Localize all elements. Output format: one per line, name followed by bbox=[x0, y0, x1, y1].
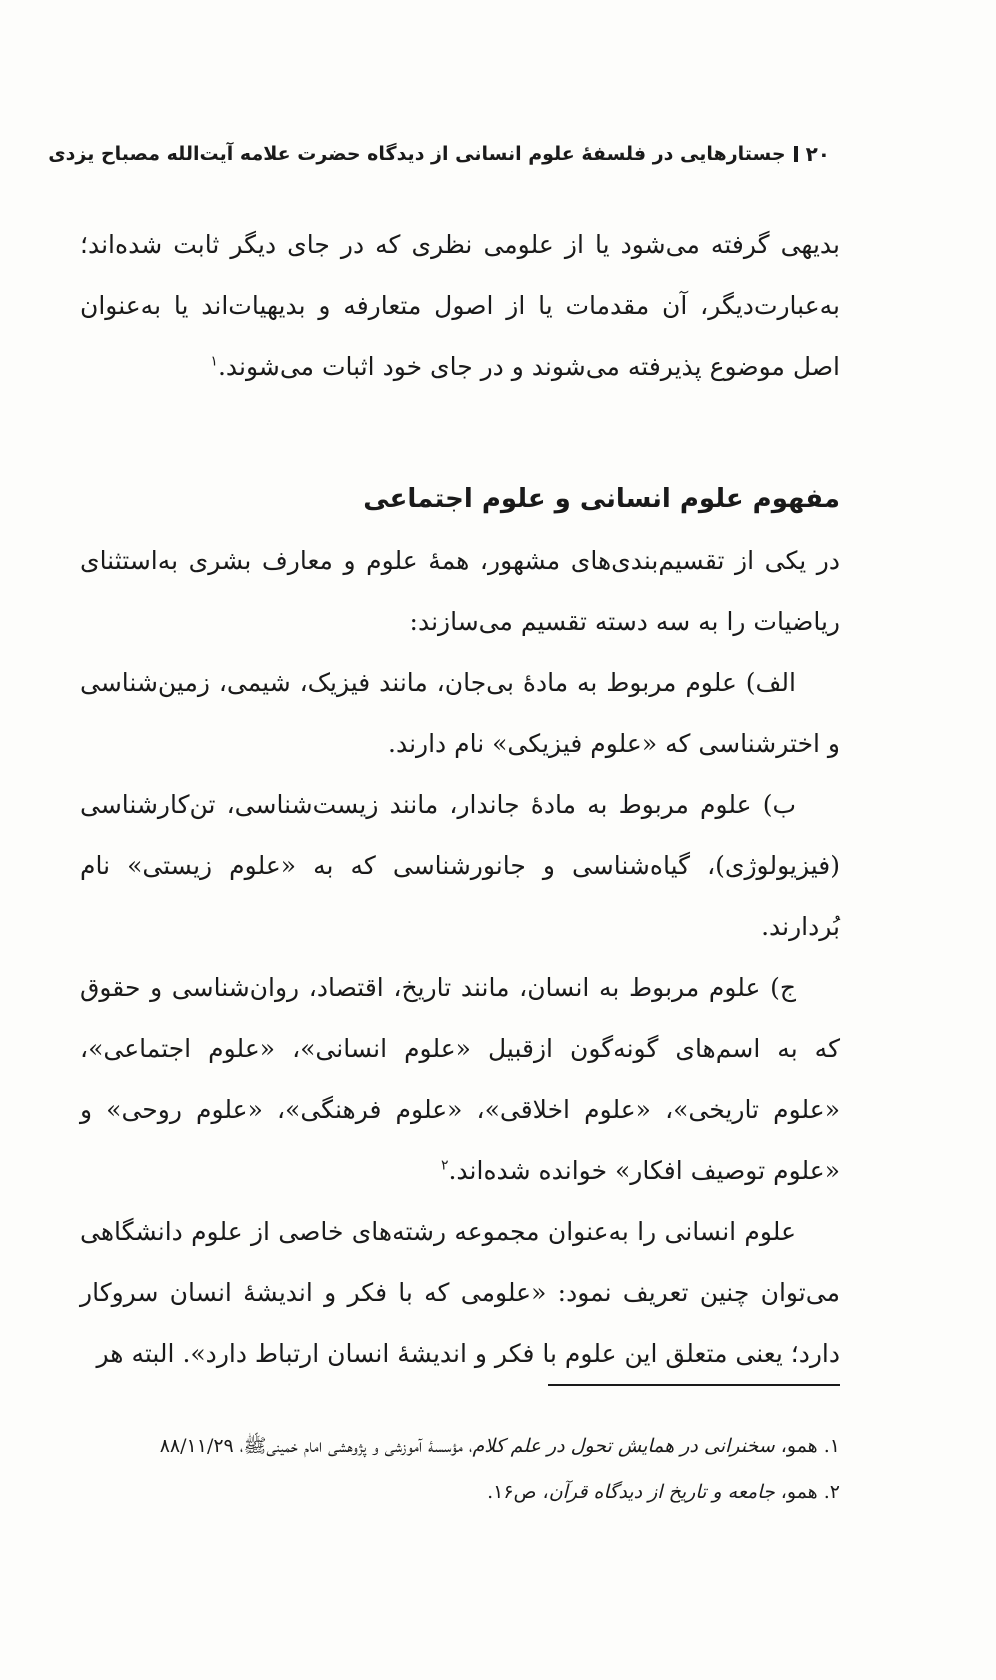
paragraph-be: ب) علوم مربوط به مادهٔ جاندار، مانند زیست‌شناسی، تن‌کارشناسی (فیزیولوژی)، گیاه‌شناسی و جانورشناسی که به «علوم زیستی» نام بُردارند. bbox=[80, 790, 840, 941]
footnote-1-title: سخنرانی در همایش تحول در علم کلام bbox=[472, 1435, 775, 1457]
footnote-2-title: جامعه و تاریخ از دیدگاه قرآن bbox=[548, 1481, 775, 1503]
footnote-separator bbox=[548, 1384, 840, 1386]
running-header bbox=[48, 142, 830, 166]
footnote-ref-1: ۱ bbox=[210, 353, 218, 370]
paragraph-jim-text: ج) علوم مربوط به انسان، مانند تاریخ، اقتصاد، روان‌شناسی و حقوق که به اسم‌های گونه‌گون ازقبیل «علوم انسانی»، «علوم اجتماعی»، «علوم تاریخی»، «علوم اخلاقی»، «علوم فرهنگی»، «علوم روحی» و «علوم توصیف افکار» خوانده شده‌اند. bbox=[80, 973, 840, 1185]
intro-paragraph bbox=[80, 214, 840, 397]
section-heading: مفهوم علوم انسانی و علوم اجتماعی bbox=[363, 484, 840, 514]
paragraph-jim bbox=[80, 957, 840, 1201]
intro-text: بدیهی گرفته می‌شود یا از علومی نظری که در جای دیگر ثابت شده‌اند؛ به‌عبارت‌دیگر، آن مقدمات یا از اصول متعارفه و بدیهیات‌اند یا به‌عنوان اصل موضوع پذیرفته می‌شوند و در جای خود اثبات می‌شوند. bbox=[80, 230, 840, 381]
section-body bbox=[80, 530, 840, 1384]
footnote-2: ۲. همو، جامعه و تاریخ از دیدگاه قرآن، ص۱۶. bbox=[487, 1481, 840, 1503]
page-number: ۲۰ bbox=[805, 142, 830, 166]
paragraph-definition: علوم انسانی را به‌عنوان مجموعه رشته‌های خاصی از علوم دانشگاهی می‌توان چنین تعریف نمود: «علومی که با فکر و اندیشهٔ انسان سروکار دارد؛ یعنی متعلق این علوم با فکر و اندیشهٔ انسان ارتباط دارد». البته هر bbox=[80, 1217, 840, 1368]
footnote-ref-2: ۲ bbox=[440, 1157, 449, 1174]
footnotes bbox=[80, 1426, 840, 1518]
book-title: جستارهایی در فلسفهٔ علوم انسانی از دیدگاه حضرت علامه آیت‌الله مصباح یزدی bbox=[48, 143, 786, 165]
footnote-1: ۱. همو، سخنرانی در همایش تحول در علم کلام، مؤسسهٔ آموزشی و پژوهشی امام خمینی‌ﷺ، ۸۸/۱۱/۲۹ bbox=[159, 1435, 840, 1457]
paragraph-intro: در یکی از تقسیم‌بندی‌های مشهور، همهٔ علوم و معارف بشری به‌استثنای ریاضیات را به سه دسته تقسیم می‌سازند: bbox=[80, 546, 840, 636]
square-ornament-icon bbox=[794, 146, 798, 162]
paragraph-alef: الف) علوم مربوط به مادهٔ بی‌جان، مانند فیزیک، شیمی، زمین‌شناسی و اخترشناسی که «علوم فیزیکی» نام دارند. bbox=[80, 668, 840, 758]
